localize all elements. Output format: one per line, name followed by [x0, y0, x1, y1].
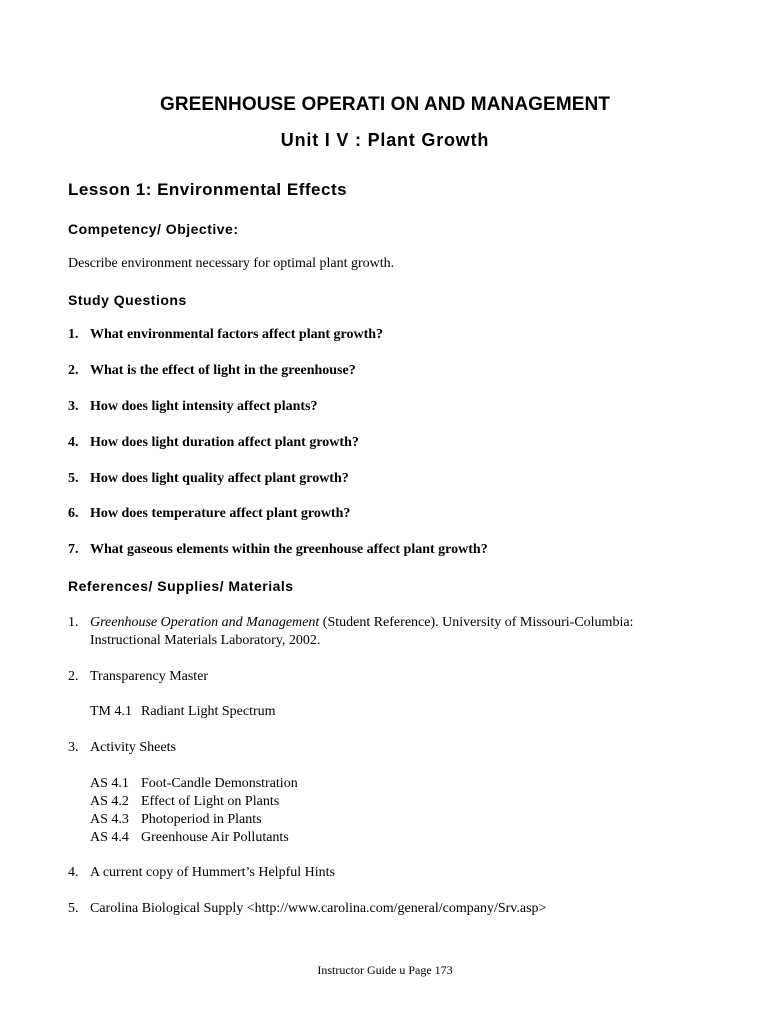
reference-number: 2.	[68, 669, 79, 684]
item-code: AS 4.2	[90, 794, 129, 809]
reference-text: Transparency Master	[90, 669, 209, 684]
question-text: What gaseous elements within the greenhouse affect plant growth?	[90, 542, 488, 557]
references-heading: References/ Supplies/ Materials	[68, 578, 294, 594]
question-text: How does light intensity affect plants?	[90, 399, 318, 414]
question-number: 5.	[68, 471, 79, 486]
transparency-list	[90, 703, 276, 721]
question-text: How does light quality affect plant growth?	[90, 471, 349, 486]
reference-number: 3.	[68, 740, 79, 755]
item-code: TM 4.1	[90, 704, 132, 719]
reference-number: 1.	[68, 615, 79, 630]
reference-number: 5.	[68, 901, 79, 916]
reference-text: (Student Reference). University of Missouri-Columbia:	[319, 615, 634, 630]
lesson-title: Lesson 1: Environmental Effects	[68, 180, 348, 199]
item-code: AS 4.4	[90, 830, 129, 845]
item-code: AS 4.1	[90, 776, 129, 791]
activity-sheet-item	[90, 829, 298, 847]
item-text: Effect of Light on Plants	[141, 794, 280, 809]
question-text: How does temperature affect plant growth?	[90, 506, 351, 521]
study-question	[68, 542, 488, 558]
item-text: Photoperiod in Plants	[141, 812, 262, 827]
item-code: AS 4.3	[90, 812, 129, 827]
question-text: What environmental factors affect plant growth?	[90, 327, 384, 342]
item-text: Radiant Light Spectrum	[141, 704, 276, 719]
question-number: 1.	[68, 327, 79, 342]
question-number: 2.	[68, 363, 79, 378]
activity-sheet-item	[90, 811, 298, 829]
competency-text: Describe environment necessary for optimal plant growth.	[68, 256, 395, 271]
reference-book-title: Greenhouse Operation and Management	[90, 615, 320, 630]
reference-item	[68, 614, 708, 650]
reference-item	[68, 739, 708, 757]
reference-text-line2: Instructional Materials Laboratory, 2002.	[90, 633, 321, 648]
question-text: How does light duration affect plant growth?	[90, 435, 359, 450]
page-footer: Instructor Guide u Page 173	[317, 963, 453, 977]
study-question	[68, 506, 350, 522]
question-number: 3.	[68, 399, 79, 414]
reference-item	[68, 668, 708, 686]
question-number: 7.	[68, 542, 79, 557]
study-question	[68, 327, 383, 343]
study-questions-heading: Study Questions	[68, 292, 187, 308]
competency-heading: Competency/ Objective:	[68, 221, 239, 237]
reference-text: Carolina Biological Supply <http://www.carolina.com/general/company/Srv.asp>	[90, 901, 547, 916]
reference-text: Activity Sheets	[90, 740, 176, 755]
reference-item	[68, 864, 708, 882]
item-text: Foot-Candle Demonstration	[141, 776, 298, 791]
transparency-item	[90, 703, 276, 721]
question-number: 6.	[68, 506, 79, 521]
document-title: GREENHOUSE OPERATI ON AND MANAGEMENT	[159, 94, 611, 115]
activity-sheet-item	[90, 793, 298, 811]
reference-number: 4.	[68, 865, 79, 880]
reference-item	[68, 900, 708, 918]
item-text: Greenhouse Air Pollutants	[141, 830, 289, 845]
study-question	[68, 471, 349, 487]
study-question	[68, 399, 318, 415]
reference-text: A current copy of Hummert’s Helpful Hints	[90, 865, 335, 880]
activity-sheet-item	[90, 775, 298, 793]
question-text: What is the effect of light in the greenhouse?	[90, 363, 356, 378]
study-question	[68, 363, 356, 379]
study-question	[68, 435, 359, 451]
activity-sheet-list	[90, 775, 298, 847]
question-number: 4.	[68, 435, 79, 450]
unit-title: Unit I V : Plant Growth	[280, 130, 490, 150]
